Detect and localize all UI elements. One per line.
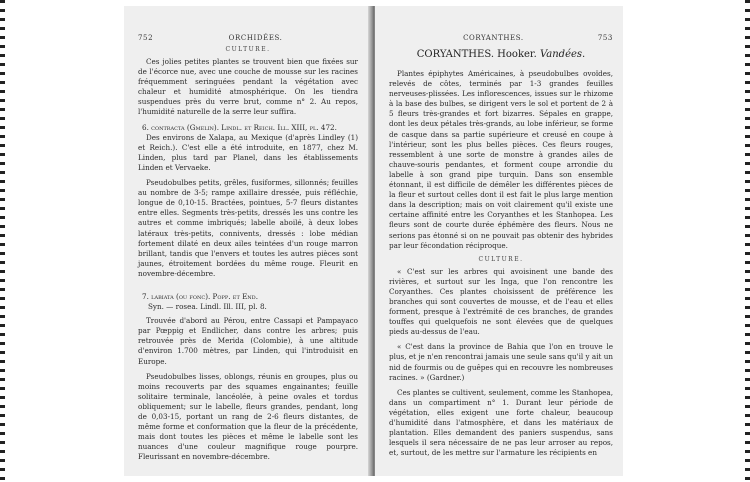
species-contracta-origin: Des environs de Xalapa, au Mexique (d'après Lindley (1) et Reich.). C'est elle a été introduite, en 1877, chez M. Linden, plus tard par Planel, dans les établissements Linden et Vervaeke. (138, 132, 358, 172)
left-page (124, 6, 370, 476)
right-page (375, 6, 623, 476)
right-culture-paragraph-2: « C'est dans la province de Bahia que l'on en trouve le plus, et je n'en rencontrai jamais une seule sans qu'il y ait un nid de fourmis ou de guêpes qui en recouvre les nombreuses racines. » (Gardner.) (389, 342, 613, 382)
left-page-content (138, 34, 358, 467)
genus-title (389, 49, 613, 60)
left-running-head (138, 34, 358, 42)
species-labiata-description: Pseudobulbes lisses, oblongs, réunis en groupes, plus ou moins recouverts par des squames engainantes; feuille solitaire terminale, lancéolée, à peine ovales et tordus obliquement; sur le labelle, fleurs grandes, pendant, long de 0,03-15, portant un rang de 2-6 fleurs distantes, de même forme et conformation que la fleur de la précédente, mais dont toutes les pièces et même le labelle sont les nuances d'une couleur magnifique rouge pourpre. Fleurissant en novembre-décembre. (138, 371, 358, 462)
right-page-number: 753 (597, 34, 613, 42)
left-page-number: 752 (138, 34, 154, 42)
right-culture-paragraph-3: Ces plantes se cultivent, seulement, comme les Stanhopea, dans un compartiment n° 1. Durant leur période de végétation, elles exigent une forte chaleur, beaucoup d'humidité dans l'atmosphère, et dans les matériaux de plantation. Elles demandent des paniers suspendus, sans lesquels il sera nécessaire de ne pas leur arroser au repos, et, surtout, de les mettre sur l'armature les récipients en (389, 387, 613, 458)
species-heading-contracta-text: 6. contracta (Gmelin). Lindl. et Reich. Ill. XIII, pl. 472. (142, 122, 337, 132)
right-page-content (389, 34, 613, 463)
right-running-head (389, 34, 613, 42)
left-section-title: CULTURE. (225, 46, 271, 53)
species-heading-labiata (138, 292, 358, 302)
genus-name: CORYANTHES. Hooker. (416, 49, 537, 60)
species-heading-contracta (138, 123, 358, 133)
left-running-title: ORCHIDÉES. (228, 34, 283, 42)
scan-edge-left (0, 0, 5, 482)
right-section-title: CULTURE. (478, 255, 524, 263)
right-culture-paragraph-1: « C'est sur les arbres qui avoisinent une bande des rivières, et surtout sur les Inga, que l'on rencontre les Coryanthes. Ces plantes choisissent de préférence les branches qui sont couvertes de mousse, et de l'eau et elles forment, presque à l'extrémité de ces branches, de grandes touffes qui quelquefois ne sont élevées que de quelques pieds au-dessus de l'eau. (389, 266, 613, 337)
species-heading-labiata-text: 7. labiata (ou fonc). Popp. et End. (142, 291, 258, 301)
species-contracta-description: Pseudobulbes petits, grêles, fusiformes, sillonnés; feuilles au nombre de 3-5; rampe axillaire dressée, puis réfléchie, longue de 0,10-15. Bractées, pointues, 5-7 fleurs distantes entre elles. Segments très-petits, dressés les uns contre les autres et comme imbriqués; labelle aboilé, à deux lobes latéraux très-petits, connivents, dressés : lobe médian fortement dilaté en deux ailes teintées d'un rouge marron brillant, tandis que l'envers et toutes les autres pièces sont jaunes, étroitement bordées du même rouge. Fleurit en novembre-décembre. (138, 178, 358, 278)
scan-edge-right (745, 0, 750, 482)
genus-description: Plantes épiphytes Américaines, à pseudobulbes ovoïdes, relevés de côtes, terminés par 1-3 grandes feuilles nerveuses-plissées. Les inflorescences, issues sur le rhizome à la base des bulbes, se dirigent vers le sol et portent de 2 à 5 fleurs très-grandes et fort bizarres. Sépales en grappe, dont les deux pétales très-grands, au lobe inférieur, se forme de casque dans sa partie supérieure et creusé en coupe à l'intérieur, sont les plus belles pièces. Ces fleurs rouges, ressemblent à une sorte de monstre à grandes ailes de chauve-souris pendantes, et forment coupe arrondie du labelle à son grand pipe turquin. Dans son ensemble étonnant, il est difficile de démêler les différentes pièces de la fleur et surtout celles dont il est fait le plus large mention dans la description; mais on voit clairement qu'il existe une certaine affinité entre les Coryanthes et les Stanhopea. Les fleurs sont de courte durée éphémère des fleurs. Nous ne serions pas étonné si on ne pouvait pas obtenir des hybrides par leur fécondation réciproque. (389, 69, 613, 250)
species-labiata-synonym: Syn. — rosea. Lindl. Ill. III, pl. 8. (148, 302, 267, 312)
right-running-title: CORYANTHES. (463, 34, 524, 42)
left-culture-paragraph: Ces jolies petites plantes se trouvent bien que fixées sur de l'écorce nue, avec une couche de mousse sur les racines fréquemment seringuées pendant la végétation avec chaleur et humidité atmosphérique. On les tiendra suspendues près du verre brut, comme n° 2. Au repos, l'humidité naturelle de la serre leur suffira. (138, 57, 358, 117)
species-separator (138, 284, 358, 292)
genus-tribe: Vandées. (539, 49, 586, 60)
species-labiata-origin: Trouvée d'abord au Pérou, entre Cassapi et Pampayaco par Pœppig et Endlicher, dans contre les arbres; puis retrouvée près de Merida (Colombie), à une altitude d'environ 1.700 mètres, par Linden, qui l'introduisit en Europe. (138, 316, 358, 366)
book-spread (124, 6, 623, 476)
